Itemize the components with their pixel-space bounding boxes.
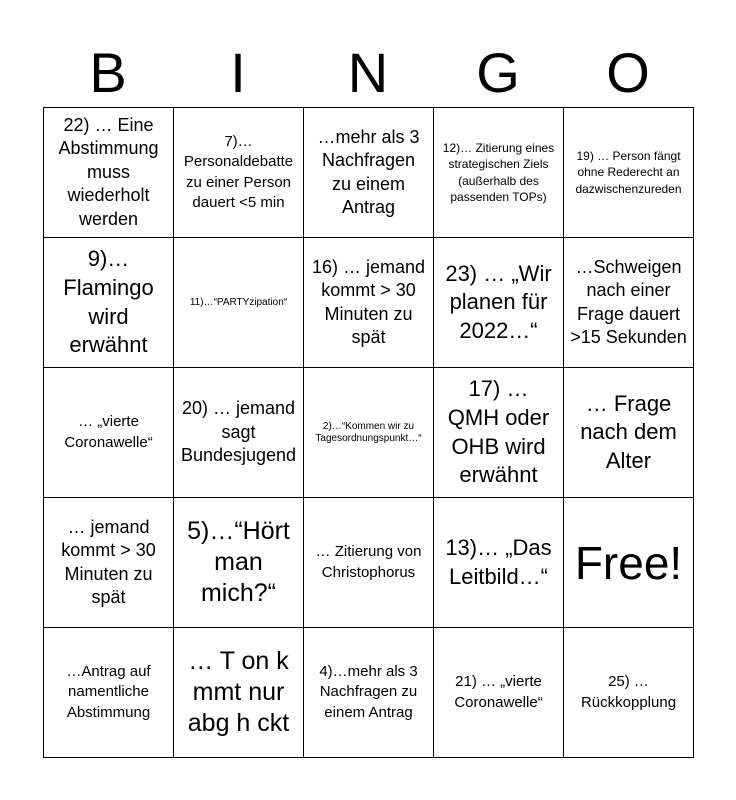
bingo-cell-r5c1[interactable] (44, 628, 174, 758)
bingo-cell-r3c2[interactable] (174, 368, 304, 498)
cell-text: 13)… „Das Leitbild…“ (445, 534, 552, 589)
cell-text: 4)…mehr als 3 Nachfragen zu einem Antrag (319, 663, 418, 721)
header-letter-n: N (347, 41, 389, 104)
cell-text: 17) … QMH oder OHB wird erwähnt (447, 376, 550, 488)
cell-text: 23) … „Wir planen für 2022…“ (445, 260, 552, 343)
header-letter-o: O (606, 41, 650, 104)
cell-text: 20) … jemand sagt Bundesjugend (180, 398, 297, 466)
cell-text: … Frage nach dem Alter (580, 390, 677, 473)
bingo-cell-r2c2[interactable] (174, 238, 304, 368)
cell-text: 16) … jemand kommt > 30 Minuten zu spät (311, 256, 426, 347)
bingo-cell-r1c1[interactable] (44, 108, 174, 238)
bingo-grid (43, 107, 694, 758)
bingo-cell-r1c5[interactable] (564, 108, 694, 238)
free-space-text: Free! (574, 536, 683, 589)
bingo-cell-r5c4[interactable] (434, 628, 564, 758)
cell-text: 25) … Rückkopplung (580, 673, 677, 711)
bingo-cell-r4c2[interactable] (174, 498, 304, 628)
cell-text: … T on k mmt nur abg h ckt (187, 646, 290, 738)
cell-text: 5)…“Hört man mich?“ (187, 516, 290, 608)
bingo-cell-r2c3[interactable] (304, 238, 434, 368)
cell-text: … „vierte Coronawelle“ (64, 413, 153, 451)
bingo-cell-r3c4[interactable] (434, 368, 564, 498)
cell-text: …mehr als 3 Nachfragen zu einem Antrag (317, 126, 420, 217)
cell-text: 11)…“PARTYzipation“ (189, 296, 288, 308)
cell-text: … Zitierung von Christophorus (315, 543, 422, 581)
cell-text: 12)… Zitierung eines strategischen Ziels (außerhalb des passenden TOPs) (442, 141, 555, 204)
cell-text: 2)…“Kommen wir zu Tagesordnungspunkt…“ (315, 420, 422, 444)
header-letter-i: I (230, 41, 246, 104)
bingo-cell-r2c1[interactable] (44, 238, 174, 368)
bingo-cell-r2c5[interactable] (564, 238, 694, 368)
header-letter-g: G (476, 41, 520, 104)
cell-text: 9)… Flamingo wird erwähnt (63, 246, 154, 358)
cell-text: … jemand kommt > 30 Minuten zu spät (61, 516, 156, 607)
bingo-cell-r2c4[interactable] (434, 238, 564, 368)
cell-text: 7)… Personaldebatte zu einer Person dauert <5 min (183, 133, 294, 211)
bingo-cell-r4c1[interactable] (44, 498, 174, 628)
bingo-cell-r5c3[interactable] (304, 628, 434, 758)
bingo-cell-free[interactable] (564, 498, 694, 628)
cell-text: …Antrag auf namentliche Abstimmung (66, 663, 151, 721)
bingo-cell-r3c1[interactable] (44, 368, 174, 498)
header-letter-b: B (89, 41, 127, 104)
cell-text: 19) … Person fängt ohne Rederecht an dazwischenzureden (575, 149, 682, 196)
bingo-cell-r1c2[interactable] (174, 108, 304, 238)
bingo-cell-r5c2[interactable] (174, 628, 304, 758)
bingo-cell-r5c5[interactable] (564, 628, 694, 758)
bingo-cell-r3c3[interactable] (304, 368, 434, 498)
bingo-cell-r3c5[interactable] (564, 368, 694, 498)
cell-text: 21) … „vierte Coronawelle“ (454, 673, 543, 711)
cell-text: 22) … Eine Abstimmung muss wiederholt werden (58, 115, 159, 229)
cell-text: …Schweigen nach einer Frage dauert >15 Sekunden (570, 256, 687, 347)
bingo-cell-r4c4[interactable] (434, 498, 564, 628)
bingo-cell-r4c3[interactable] (304, 498, 434, 628)
bingo-header (43, 38, 693, 108)
bingo-cell-r1c3[interactable] (304, 108, 434, 238)
bingo-cell-r1c4[interactable] (434, 108, 564, 238)
